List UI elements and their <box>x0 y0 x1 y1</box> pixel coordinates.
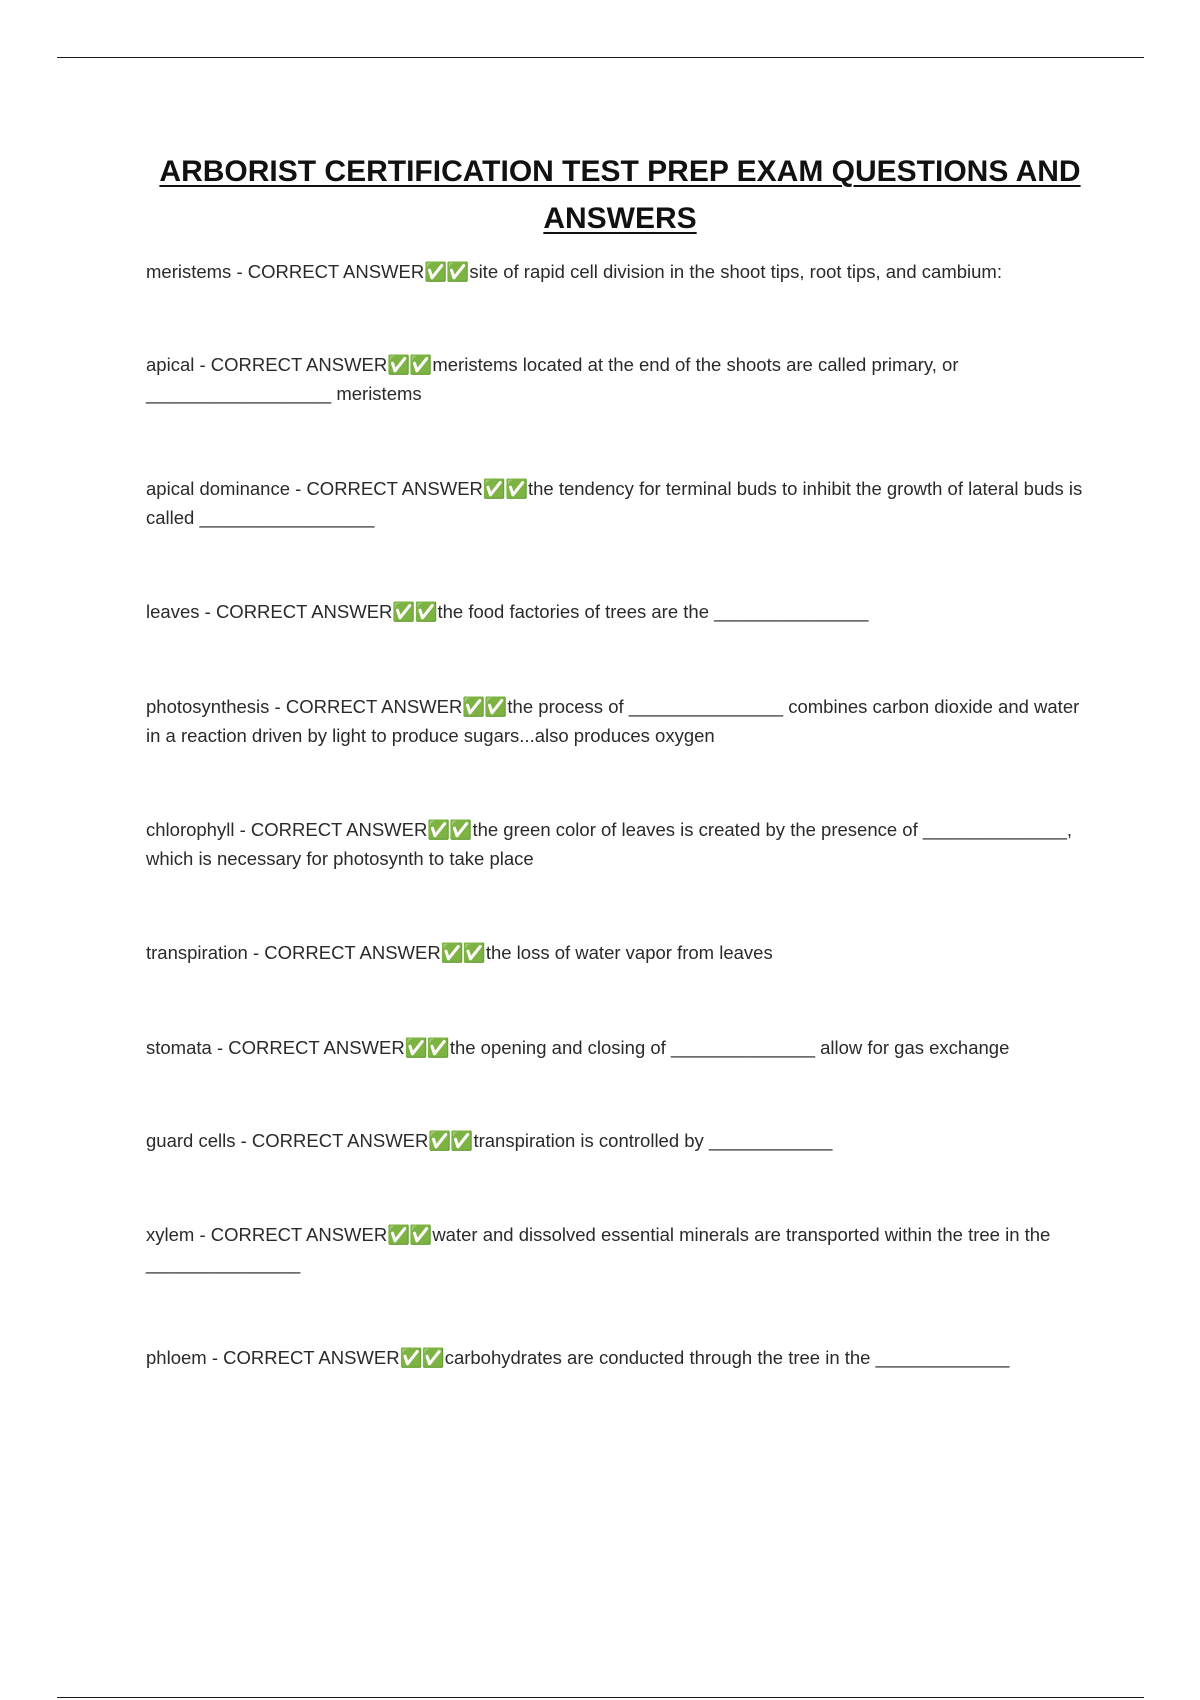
qa-entry-stomata <box>146 1033 1096 1062</box>
check-mark-icon: ✅✅ <box>462 696 507 717</box>
entry-answer-marker: CORRECT ANSWER <box>228 1037 405 1058</box>
check-mark-icon: ✅✅ <box>424 261 469 282</box>
entry-separator: - <box>206 1347 224 1368</box>
entry-answer-marker: CORRECT ANSWER <box>215 601 393 622</box>
entry-separator: - <box>289 478 307 499</box>
entry-definition: carbohydrates are conducted through the tree in the _____________ <box>444 1347 1010 1368</box>
entry-definition: the loss of water vapor from leaves <box>485 942 773 963</box>
entry-definition: the green color of leaves is created by the presence of ______________, which is necessary for photosynth to take place <box>146 819 1073 869</box>
entry-answer-marker: CORRECT ANSWER <box>264 942 441 963</box>
qa-entry-chlorophyll <box>146 815 1096 873</box>
entry-term: leaves <box>146 601 200 622</box>
entry-answer-marker: CORRECT ANSWER <box>210 354 388 375</box>
entry-separator: - <box>269 696 286 717</box>
check-mark-icon: ✅✅ <box>482 478 527 499</box>
entry-definition: transpiration is controlled by ____________ <box>473 1130 833 1151</box>
check-mark-icon: ✅✅ <box>392 601 437 622</box>
qa-entry-xylem <box>146 1220 1096 1278</box>
entry-separator: - <box>211 1037 229 1058</box>
qa-entry-leaves <box>146 597 1096 626</box>
document-title: ARBORIST CERTIFICATION TEST PREP EXAM QUESTIONS AND ANSWERS <box>159 155 1081 235</box>
entry-answer-marker: CORRECT ANSWER <box>250 819 428 840</box>
qa-entry-transpiration <box>146 938 1096 967</box>
entry-term: xylem <box>146 1224 195 1245</box>
entry-answer-marker: CORRECT ANSWER <box>251 1130 429 1151</box>
check-mark-icon: ✅✅ <box>399 1347 444 1368</box>
entry-term: chlorophyll <box>146 819 235 840</box>
qa-entry-meristems <box>146 257 1096 286</box>
qa-entry-photosynthesis <box>146 692 1096 750</box>
check-mark-icon: ✅✅ <box>440 942 485 963</box>
entry-definition: the opening and closing of ______________ allow for gas exchange <box>449 1037 1010 1058</box>
entry-answer-marker: CORRECT ANSWER <box>306 478 483 499</box>
entry-definition: the process of _______________ combines carbon dioxide and water in a reaction driven by light to produce sugars...also produces oxygen <box>146 696 1080 746</box>
entry-separator: - <box>194 354 211 375</box>
entry-definition: water and dissolved essential minerals are transported within the tree in the _______________ <box>146 1224 1051 1274</box>
check-mark-icon: ✅✅ <box>387 1224 432 1245</box>
entry-answer-marker: CORRECT ANSWER <box>223 1347 400 1368</box>
entry-answer-marker: CORRECT ANSWER <box>285 696 463 717</box>
entry-definition: meristems located at the end of the shoots are called primary, or __________________ meristems <box>146 354 959 404</box>
qa-entry-phloem <box>146 1343 1096 1372</box>
qa-entry-guard-cells <box>146 1126 1096 1155</box>
entry-separator: - <box>194 1224 211 1245</box>
entry-term: meristems <box>146 261 232 282</box>
entry-separator: - <box>247 942 265 963</box>
entry-separator: - <box>199 601 216 622</box>
entry-term: phloem <box>146 1347 207 1368</box>
top-divider <box>57 57 1144 58</box>
check-mark-icon: ✅✅ <box>427 819 472 840</box>
entry-term: photosynthesis <box>146 696 270 717</box>
entry-answer-marker: CORRECT ANSWER <box>210 1224 388 1245</box>
entry-term: guard cells <box>146 1130 236 1151</box>
entry-definition: the tendency for terminal buds to inhibit the growth of lateral buds is called _________________ <box>146 478 1083 528</box>
entry-term: stomata <box>146 1037 212 1058</box>
entry-definition: site of rapid cell division in the shoot tips, root tips, and cambium: <box>469 261 1002 282</box>
entry-separator: - <box>231 261 248 282</box>
entry-definition: the food factories of trees are the _______________ <box>437 601 869 622</box>
entry-separator: - <box>235 1130 252 1151</box>
qa-entry-apical-dominance <box>146 474 1096 532</box>
check-mark-icon: ✅✅ <box>387 354 432 375</box>
entry-term: apical dominance <box>146 478 290 499</box>
entry-answer-marker: CORRECT ANSWER <box>247 261 425 282</box>
qa-entry-apical <box>146 350 1096 408</box>
entry-term: transpiration <box>146 942 248 963</box>
entry-separator: - <box>234 819 251 840</box>
entry-term: apical <box>146 354 195 375</box>
check-mark-icon: ✅✅ <box>428 1130 473 1151</box>
check-mark-icon: ✅✅ <box>404 1037 449 1058</box>
bottom-divider <box>57 1697 1144 1698</box>
